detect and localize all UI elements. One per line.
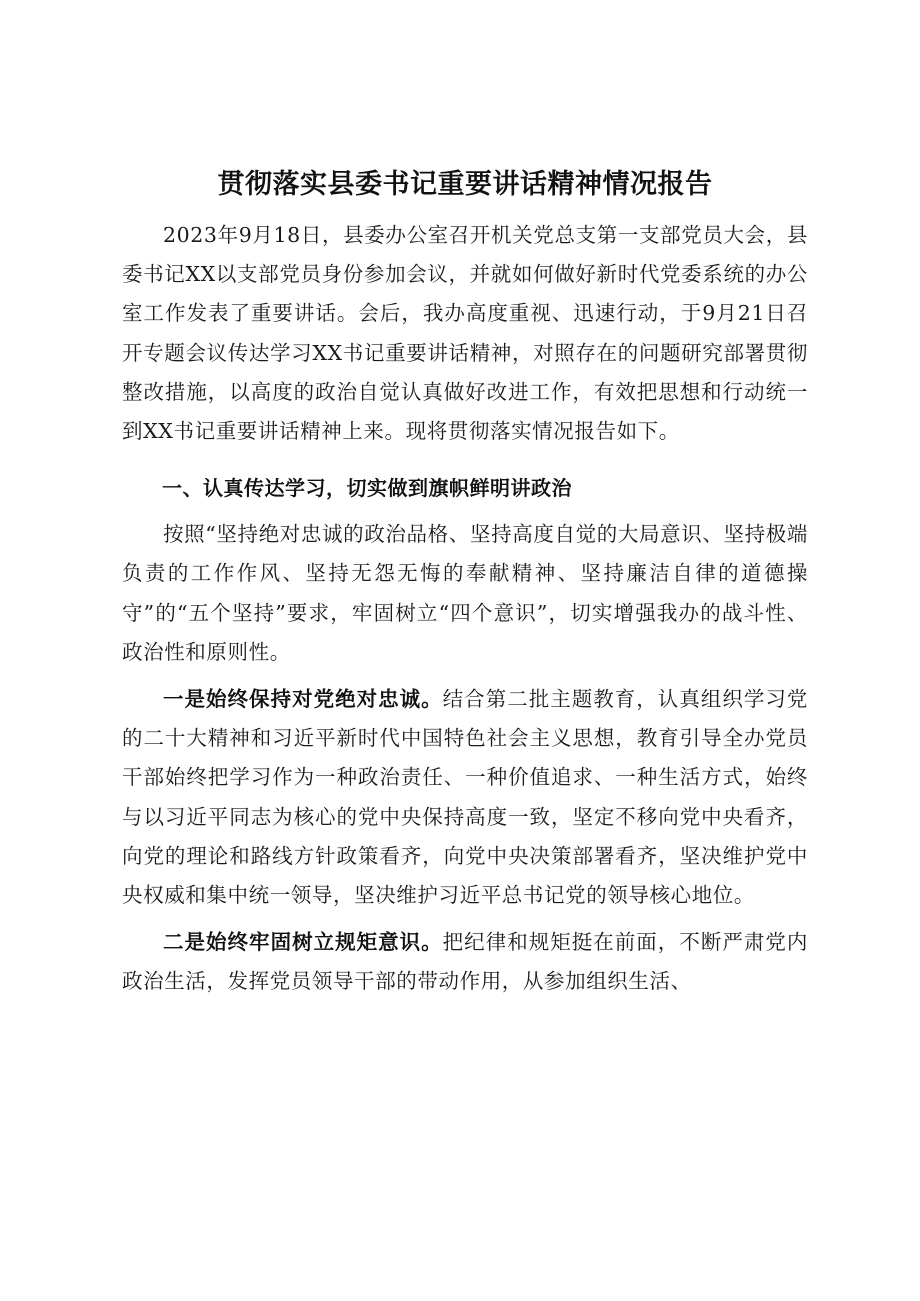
point-2-lead: 二是始终牢固树立规矩意识。 [163,930,443,955]
point-2-text: 把纪律和规矩挺在前面，不断严肃党内政治生活，发挥党员领导干部的带动作用，从参加组织生活、 [122,930,808,994]
spacer [122,672,808,680]
spacer [122,451,808,459]
spacer [122,915,808,923]
point-1-paragraph [122,680,808,915]
section-1-heading: 一、认真传达学习，切实做到旗帜鲜明讲政治 [162,476,572,501]
document-title: 贯彻落实县委书记重要讲话精神情况报告 [217,169,713,200]
intro-paragraph: 2023年9月18日，县委办公室召开机关党总支第一支部党员大会，县委书记XX以支部党员身份参加会议，并就如何做好新时代党委系统的办公室工作发表了重要讲话。会后，我办高度重视、迅速行动，于9月21日召开专题会议传达学习XX书记重要讲话精神，对照存在的问题研究部署贯彻整改措施，以高度的政治自觉认真做好改进工作，有效把思想和行动统一到XX书记重要讲话精神上来。现将贯彻落实情况报告如下。 [122,223,808,444]
point-2-paragraph [122,923,808,1001]
point-1-text: 结合第二批主题教育，认真组织学习党的二十大精神和习近平新时代中国特色社会主义思想，教育引导全办党员干部始终把学习作为一种政治责任、一种价值追求、一种生活方式，始终与以习近平同志为核心的党中央保持高度一致，坚定不移向党中央看齐，向党的理论和路线方针政策看齐，向党中央决策部署看齐，坚决维护党中央权威和集中统一领导，坚决维护习近平总书记党的领导核心地位。 [122,687,808,908]
point-1-lead: 一是始终保持对党绝对忠诚。 [163,687,443,712]
section-1-body: 按照“坚持绝对忠诚的政治品格、坚持高度自觉的大局意识、坚持极端负责的工作作风、坚持无怨无悔的奉献精神、坚持廉洁自律的道德操守”的“五个坚持”要求，牢固树立“四个意识”，切实增强我办的战斗性、政治性和原则性。 [122,522,808,664]
document-body [122,160,808,1002]
